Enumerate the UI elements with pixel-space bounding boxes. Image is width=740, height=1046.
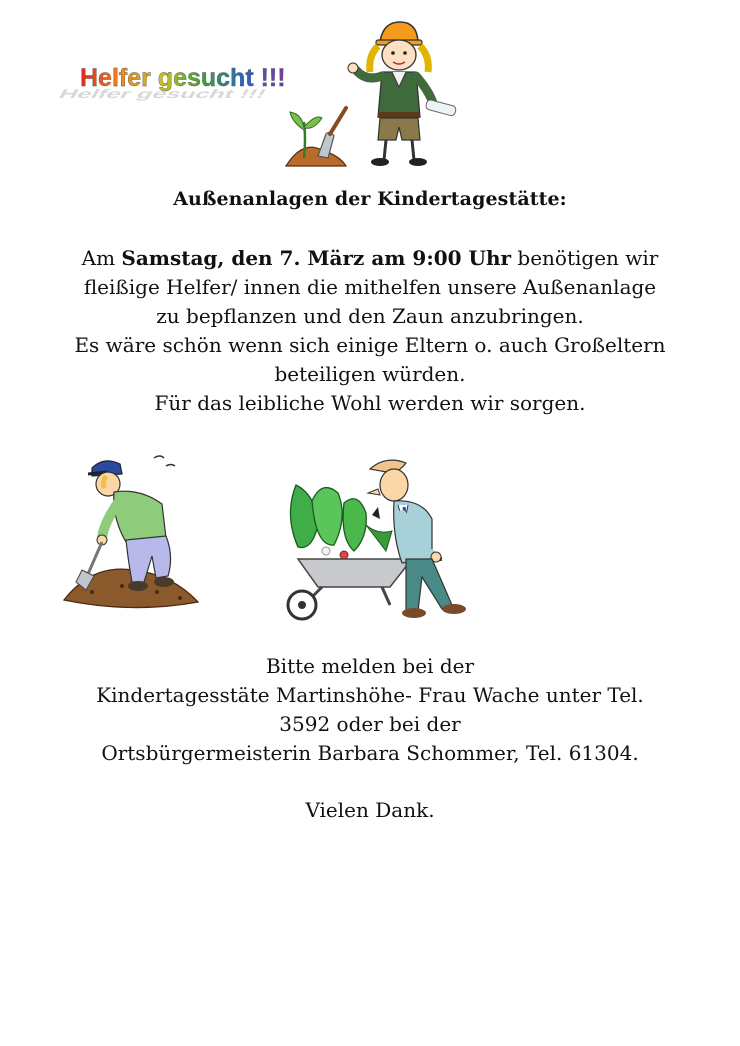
announcement-line-2: fleißige Helfer/ innen die mithelfen unsere Außenanlage bbox=[83, 275, 657, 299]
announcement-line-1-rest: benötigen wir bbox=[511, 246, 659, 270]
contact-line-1: Bitte melden bei der bbox=[265, 654, 475, 678]
sprout-trowel-icon bbox=[282, 100, 357, 172]
closing-text bbox=[50, 796, 690, 825]
contact-line-2: Kindertagesstäte Martinshöhe- Frau Wache unter Tel. bbox=[96, 683, 644, 707]
wordart-title bbox=[55, 58, 288, 102]
announcement-line-5: beteiligen würden. bbox=[274, 362, 466, 386]
wordart-shadow: Helfer gesucht !!! bbox=[55, 87, 270, 102]
closing-line: Vielen Dank. bbox=[305, 798, 435, 822]
helfer-gesucht-banner bbox=[55, 58, 288, 102]
contact-line-4: Ortsbürgermeisterin Barbara Schommer, Tel. 61304. bbox=[101, 741, 639, 765]
announcement-paragraph bbox=[50, 244, 690, 418]
event-date: Samstag, den 7. März am 9:00 Uhr bbox=[121, 246, 512, 270]
announcement-line-6: Für das leibliche Wohl werden wir sorgen. bbox=[154, 391, 586, 415]
announcement-intro: Am bbox=[81, 246, 122, 270]
announcement-line-3: zu bepflanzen und den Zaun anzubringen. bbox=[156, 304, 584, 328]
announcement-line-1 bbox=[50, 244, 690, 273]
contact-paragraph bbox=[50, 652, 690, 768]
page-heading: Außenanlagen der Kindertagestätte: bbox=[173, 188, 567, 210]
wordart-text: Helfer gesucht !!! bbox=[80, 64, 286, 92]
contact-line-3: 3592 oder bei der bbox=[279, 712, 461, 736]
announcement-line-4: Es wäre schön wenn sich einige Eltern o. auch Großeltern bbox=[74, 333, 666, 357]
man-wheelbarrow-plants-icon bbox=[282, 455, 482, 627]
gardener-digging-icon bbox=[62, 452, 202, 617]
